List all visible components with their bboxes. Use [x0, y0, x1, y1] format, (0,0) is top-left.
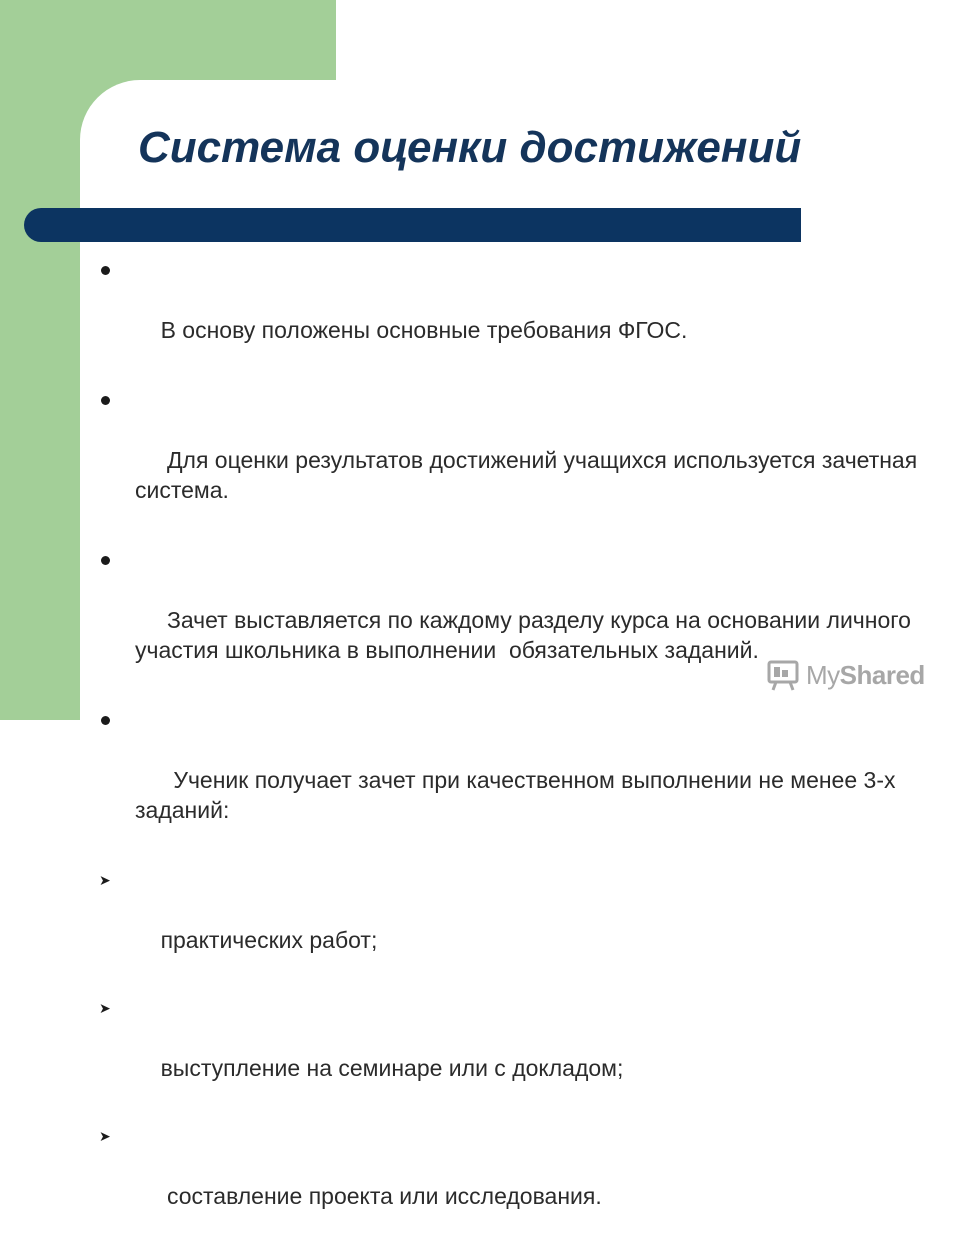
list-item-text: составление проекта или исследования. — [160, 1183, 602, 1209]
bullet-arrow-icon: ➤ — [99, 1000, 111, 1016]
list-item-text: выступление на семинаре или с докладом; — [160, 1055, 624, 1081]
list-item — [99, 993, 919, 1113]
bullet-dot-icon — [99, 255, 119, 285]
bullet-dot-icon — [99, 705, 119, 735]
bullet-dot-icon — [99, 385, 119, 415]
bullet-arrow-icon: ➤ — [99, 872, 111, 888]
list-item-text: Для оценки результатов достижений учащихся используется зачетная система. — [135, 447, 924, 503]
list-item-text: Зачет выставляется по каждому разделу курса на основании личного участия школьника в выполнении обязательных заданий. — [135, 607, 918, 663]
list-item — [99, 385, 924, 535]
title-underline-bar — [24, 208, 801, 242]
slide-title: Система оценки достижений — [138, 123, 802, 172]
list-item — [99, 255, 919, 375]
list-item — [99, 705, 919, 855]
bullet-list — [99, 255, 924, 1249]
list-item — [99, 1121, 919, 1241]
myshared-watermark[interactable] — [766, 655, 925, 695]
list-item — [99, 865, 919, 985]
bullet-arrow-icon: ➤ — [99, 1128, 111, 1144]
bullet-dot-icon — [99, 545, 119, 575]
list-item-text: практических работ; — [160, 927, 378, 953]
presentation-board-icon — [766, 658, 800, 692]
list-item-text: В основу положены основные требования ФГОС. — [160, 317, 688, 343]
list-item-text: Ученик получает зачет при качественном выполнении не менее 3-х заданий: — [135, 767, 902, 823]
watermark-text: MyShared — [806, 659, 925, 690]
